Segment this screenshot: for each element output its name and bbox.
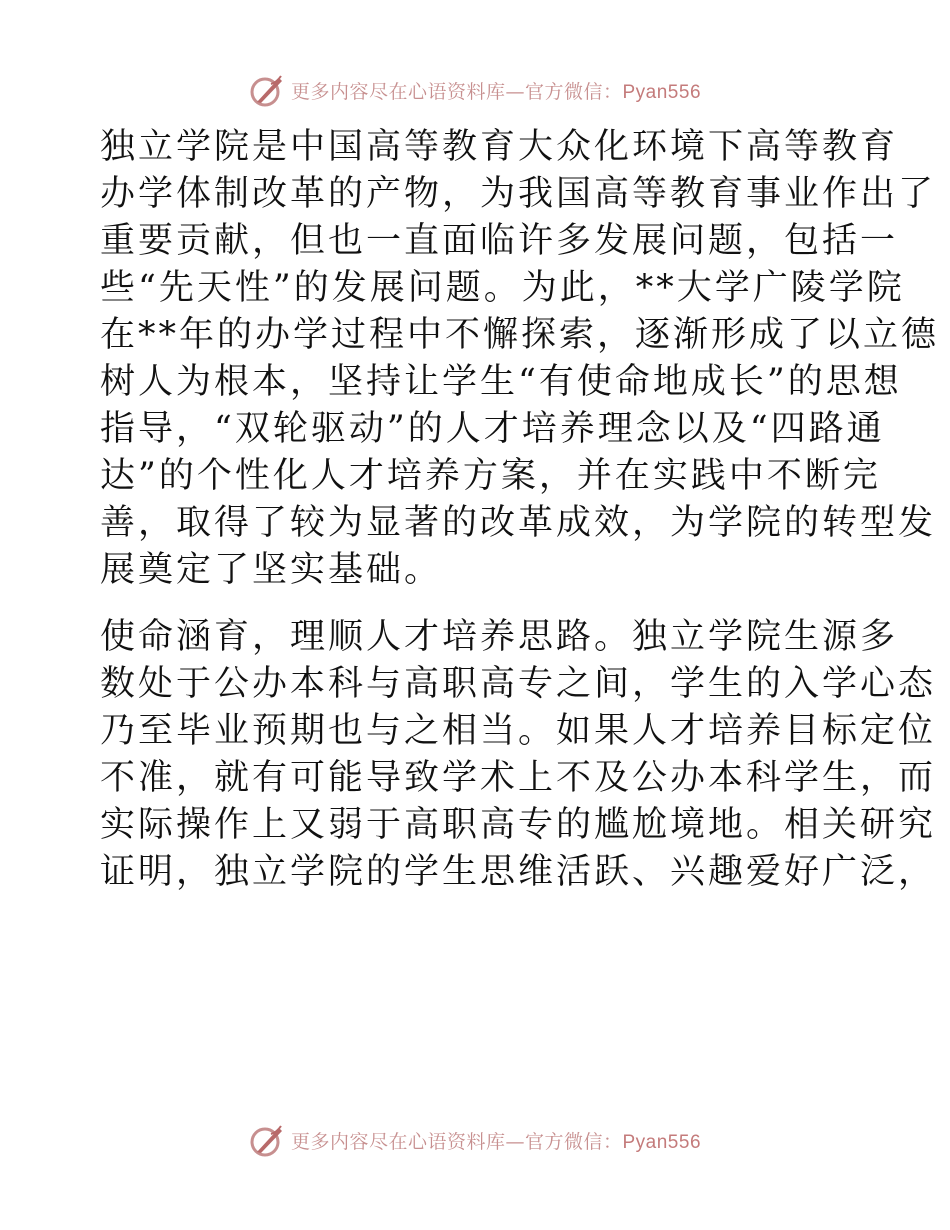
text-line: 些“先天性”的发展问题。为此，**大学广陵学院 [100,268,905,308]
text-line: 乃至毕业预期也与之相当。如果人才培养目标定位 [100,711,937,751]
text-line: 独立学院是中国高等教育大众化环境下高等教育 [100,127,899,167]
paragraph-2 [100,614,937,896]
text-line: 办学体制改革的产物，为我国高等教育事业作出了 [100,174,937,214]
watermark-text: 更多内容尽在心语资料库—官方微信：Pyan556 [290,80,702,103]
paragraph-1 [100,124,940,594]
text-line: 数处于公办本科与高职高专之间，学生的入学心态 [100,664,937,704]
text-line: 使命涵育，理顺人才培养思路。独立学院生源多 [100,617,899,657]
quill-logo-icon [249,72,285,108]
footer-watermark [0,1120,950,1160]
header-watermark [0,70,950,110]
text-line: 展奠定了坚实基础。 [100,550,443,590]
text-line: 达”的个性化人才培养方案，并在实践中不断完 [100,456,881,496]
text-line: 在**年的办学过程中不懈探索，逐渐形成了以立德 [100,315,940,355]
watermark-text: 更多内容尽在心语资料库—官方微信：Pyan556 [290,1130,702,1153]
text-line: 重要贡献，但也一直面临许多发展问题，包括一 [100,221,899,261]
text-line: 指导，“双轮驱动”的人才培养理念以及“四路通 [100,409,885,449]
text-line: 不准，就有可能导致学术上不及公办本科学生，而 [100,758,937,798]
text-line: 实际操作上又弱于高职高专的尴尬境地。相关研究 [100,805,937,845]
quill-logo-icon [249,1122,285,1158]
text-line: 证明，独立学院的学生思维活跃、兴趣爱好广泛， [100,852,937,892]
text-line: 树人为根本，坚持让学生“有使命地成长”的思想 [100,362,902,402]
document-body [100,124,940,896]
text-line: 善，取得了较为显著的改革成效，为学院的转型发 [100,503,937,543]
paragraph-spacer [100,594,860,614]
